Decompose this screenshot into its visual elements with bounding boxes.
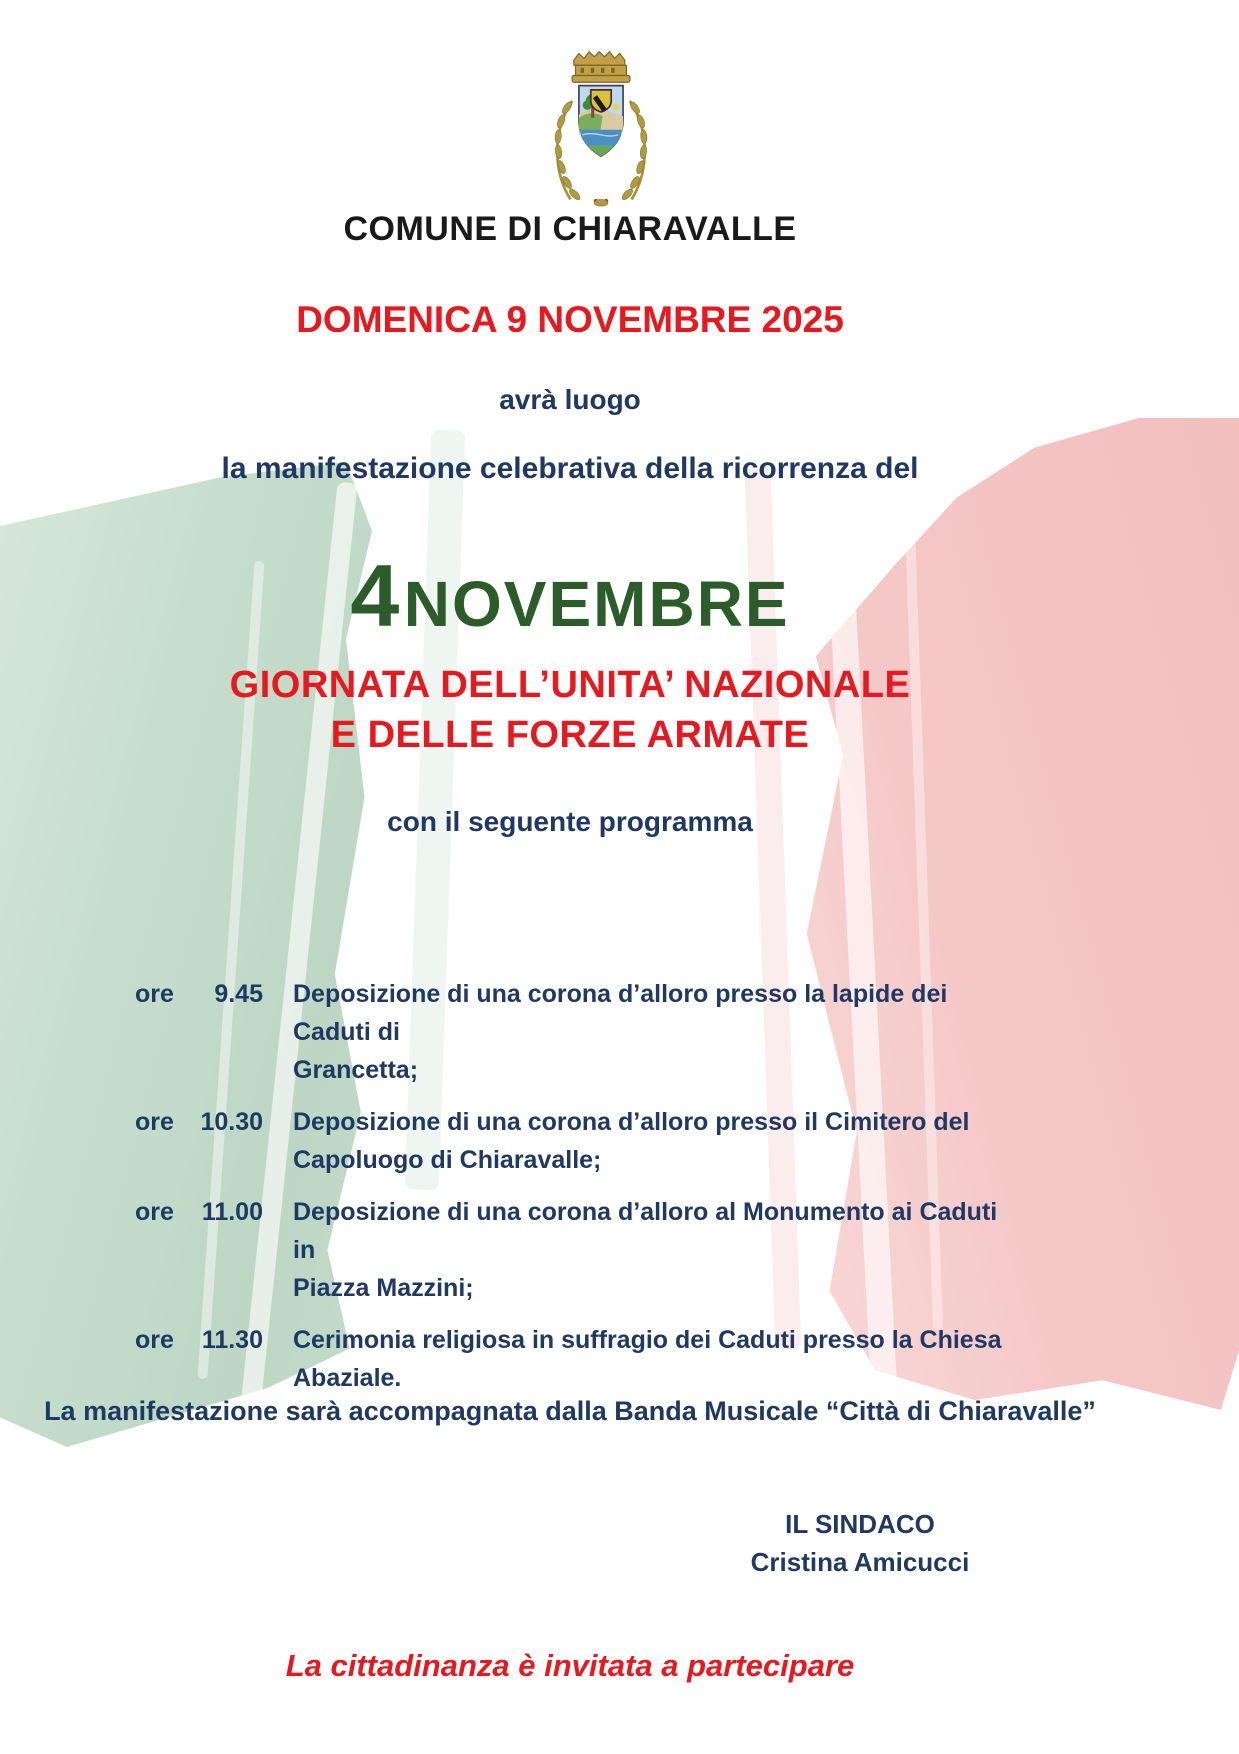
program-ore-label: ore xyxy=(135,980,174,1008)
program-intro: con il seguente programma xyxy=(387,806,753,837)
program-description-line: Deposizione di una corona d’alloro presso il Cimitero del xyxy=(293,1108,970,1136)
band-accompaniment-line: La manifestazione sarà accompagnata dalla Banda Musicale “Città di Chiaravalle” xyxy=(44,1396,1096,1426)
closing-invitation: La cittadinanza è invitata a partecipare xyxy=(285,1648,855,1683)
program-description xyxy=(293,1103,1003,1179)
event-date: DOMENICA 9 NOVEMBRE 2025 xyxy=(296,299,844,340)
program-time: 11.30 xyxy=(201,1326,263,1354)
intro-line-2: la manifestazione celebrativa della ricorrenza del xyxy=(221,452,919,485)
intro-line-1: avrà luogo xyxy=(499,384,641,415)
event-title-month-text: NOVEMBRE xyxy=(403,568,790,640)
subtitle-line-2: E DELLE FORZE ARMATE xyxy=(330,714,810,756)
program-description xyxy=(293,975,1003,1089)
program-description-line: Deposizione di una corona d’alloro presso la lapide dei Caduti di xyxy=(293,980,948,1046)
program-time: 10.30 xyxy=(200,1108,263,1136)
program-ore-label: ore xyxy=(135,1326,174,1354)
program-description-line: Abaziale. xyxy=(293,1364,402,1392)
program-description-line: Cerimonia religiosa in suffragio dei Caduti presso la Chiesa xyxy=(293,1326,1002,1354)
program-item xyxy=(135,1321,1115,1397)
program-description-line: Piazza Mazzini; xyxy=(293,1274,474,1302)
event-title-day: 4 xyxy=(350,546,400,645)
event-title xyxy=(0,546,1140,645)
program-item xyxy=(135,975,1115,1089)
signature-role: IL SINDACO xyxy=(785,1509,935,1539)
program-description xyxy=(293,1321,1003,1397)
event-title-month xyxy=(404,568,790,640)
municipal-coat-of-arms-icon xyxy=(516,50,686,213)
program-item xyxy=(135,1103,1115,1179)
program-description-line: Grancetta; xyxy=(293,1056,419,1084)
program-time: 9.45 xyxy=(214,980,263,1008)
program-ore-label: ore xyxy=(135,1108,174,1136)
program-list xyxy=(135,975,1115,1411)
program-description-line: Deposizione di una corona d’alloro al Monumento ai Caduti in xyxy=(293,1198,998,1264)
event-subtitle xyxy=(0,660,1140,760)
program-item xyxy=(135,1193,1115,1307)
program-description-line: Capoluogo di Chiaravalle; xyxy=(293,1146,602,1174)
signature-name: Cristina Amicucci xyxy=(750,1547,970,1577)
program-time: 11.00 xyxy=(201,1198,263,1226)
subtitle-line-1: GIORNATA DELL’UNITA’ NAZIONALE xyxy=(229,664,911,706)
page-title: COMUNE DI CHIARAVALLE xyxy=(343,210,797,248)
signature-block xyxy=(630,1505,1090,1581)
program-ore-label: ore xyxy=(135,1198,174,1226)
program-description xyxy=(293,1193,1003,1307)
